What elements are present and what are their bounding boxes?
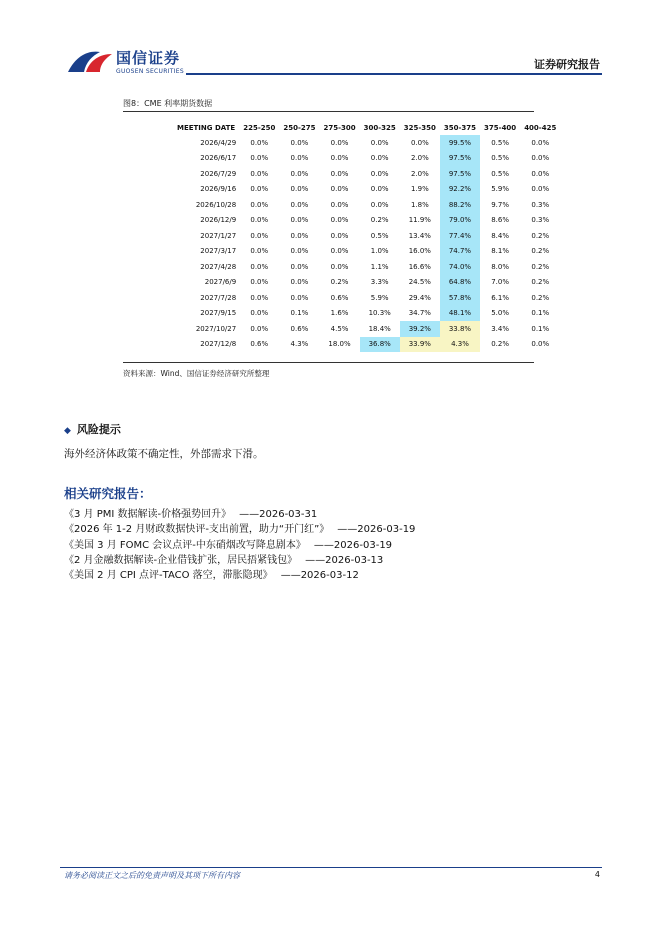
probability-cell: 1.0%	[370, 247, 389, 256]
probability-cell: 33.9%	[400, 337, 440, 353]
probability-cell: 5.0%	[491, 309, 510, 318]
probability-cell: 0.0%	[370, 138, 389, 147]
probability-cell: 0.0%	[531, 185, 550, 194]
meeting-date-cell: 2027/10/27	[195, 324, 237, 333]
risk-text: 海外经济体政策不确定性，外部需求下滑。	[64, 448, 264, 460]
probability-cell: 5.9%	[491, 185, 510, 194]
probability-cell: 0.0%	[330, 216, 349, 225]
guosen-logo-icon	[66, 46, 116, 76]
probability-cell: 8.0%	[491, 262, 510, 271]
probability-cell: 0.0%	[250, 138, 269, 147]
probability-cell: 0.3%	[531, 216, 550, 225]
probability-cell: 18.4%	[368, 324, 391, 333]
probability-cell: 0.0%	[250, 231, 269, 240]
report-title[interactable]: 《美国 2 月 CPI 点评-TACO 落空，滞胀隐现》	[64, 570, 273, 582]
probability-cell: 4.5%	[330, 324, 349, 333]
probability-cell: 0.1%	[290, 309, 309, 318]
report-item[interactable]	[64, 568, 415, 583]
figure-bottom-rule	[123, 362, 534, 363]
risk-heading	[64, 421, 121, 437]
probability-cell: 0.2%	[531, 293, 550, 302]
report-date: ——2026-03-12	[280, 570, 359, 582]
table-row	[172, 213, 560, 229]
report-title[interactable]: 《2026 年 1-2 月财政数据快评-支出前置，助力“开门红”》	[64, 524, 330, 536]
header-divider	[186, 73, 602, 75]
probability-cell: 0.0%	[330, 247, 349, 256]
probability-cell: 0.3%	[531, 200, 550, 209]
probability-cell: 74.7%	[440, 244, 480, 260]
figure-top-rule	[123, 111, 534, 112]
meeting-date-cell: 2026/9/16	[200, 185, 237, 194]
footer-disclaimer: 请务必阅读正文之后的免责声明及其项下所有内容	[64, 871, 240, 880]
table-body	[172, 135, 560, 352]
probability-cell: 0.1%	[531, 324, 550, 333]
probability-cell: 0.0%	[290, 200, 309, 209]
probability-cell: 79.0%	[440, 213, 480, 229]
figure-title: 图8：CME 利率期货数据	[123, 99, 213, 108]
document-type: 证券研究报告	[534, 58, 600, 71]
meeting-date-cell: 2027/1/27	[200, 231, 237, 240]
probability-cell: 0.0%	[531, 169, 550, 178]
probability-cell: 0.0%	[290, 185, 309, 194]
probability-cell: 0.5%	[491, 154, 510, 163]
probability-cell: 0.5%	[370, 231, 389, 240]
probability-cell: 0.5%	[491, 169, 510, 178]
report-title[interactable]: 《2 月金融数据解读-企业借钱扩张，居民捂紧钱包》	[64, 554, 298, 566]
probability-cell: 0.0%	[370, 200, 389, 209]
probability-cell: 0.0%	[531, 154, 550, 163]
probability-cell: 0.0%	[330, 231, 349, 240]
probability-cell: 0.0%	[370, 169, 389, 178]
probability-cell: 16.0%	[408, 247, 431, 256]
probability-cell: 0.0%	[370, 154, 389, 163]
probability-cell: 0.2%	[370, 216, 389, 225]
probability-cell: 99.5%	[440, 135, 480, 151]
probability-cell: 0.0%	[290, 293, 309, 302]
probability-cell: 0.0%	[290, 169, 309, 178]
probability-cell: 0.6%	[290, 324, 309, 333]
probability-cell: 2.0%	[410, 169, 429, 178]
meeting-date-cell: 2027/3/17	[200, 247, 237, 256]
table-row	[172, 244, 560, 260]
probability-cell: 57.8%	[440, 290, 480, 306]
probability-cell: 0.0%	[250, 262, 269, 271]
table-row	[172, 135, 560, 151]
report-date: ——2026-03-19	[313, 539, 393, 551]
probability-cell: 13.4%	[408, 231, 431, 240]
probability-cell: 7.0%	[491, 278, 510, 287]
probability-cell: 8.4%	[491, 231, 510, 240]
column-header-range: 300-325	[363, 124, 396, 132]
probability-cell: 92.2%	[440, 182, 480, 198]
probability-cell: 0.0%	[250, 309, 269, 318]
probability-cell: 77.4%	[440, 228, 480, 244]
probability-cell: 0.0%	[330, 154, 349, 163]
probability-cell: 0.0%	[290, 262, 309, 271]
probability-cell: 34.7%	[408, 309, 431, 318]
meeting-date-cell: 2027/7/28	[200, 293, 237, 302]
column-header-range: 250-275	[283, 124, 316, 132]
meeting-date-cell: 2027/9/15	[200, 309, 237, 318]
report-item[interactable]	[64, 522, 415, 537]
report-title[interactable]: 《3 月 PMI 数据解读-价格强势回升》	[64, 509, 232, 520]
probability-cell: 97.5%	[440, 166, 480, 182]
column-header-date: MEETING DATE	[177, 124, 236, 132]
probability-cell: 0.0%	[290, 247, 309, 256]
page-header	[0, 0, 662, 80]
table-row	[172, 321, 560, 337]
probability-cell: 39.2%	[400, 321, 440, 337]
meeting-date-cell: 2026/12/9	[200, 216, 237, 225]
column-header-range: 350-375	[443, 124, 477, 132]
probability-cell: 1.9%	[410, 185, 429, 194]
column-header-range: 375-400	[484, 124, 517, 132]
probability-cell: 0.0%	[290, 154, 309, 163]
probability-cell: 0.6%	[330, 293, 349, 302]
probability-cell: 0.1%	[531, 309, 550, 318]
probability-cell: 6.1%	[491, 293, 510, 302]
probability-cell: 36.8%	[360, 337, 400, 353]
meeting-date-cell: 2027/12/8	[200, 340, 237, 349]
probability-cell: 5.9%	[370, 293, 389, 302]
table-row	[172, 182, 560, 198]
probability-cell: 0.0%	[250, 293, 269, 302]
probability-cell: 33.8%	[440, 321, 480, 337]
probability-cell: 0.0%	[531, 138, 550, 147]
probability-cell: 0.0%	[531, 340, 550, 349]
probability-cell: 4.3%	[290, 340, 309, 349]
probability-cell: 0.2%	[531, 278, 550, 287]
probability-cell: 0.0%	[250, 247, 269, 256]
brand-name-en: GUOSEN SECURITIES	[116, 68, 185, 75]
table-header-row	[172, 121, 560, 135]
probability-cell: 0.0%	[410, 138, 429, 147]
probability-cell: 0.0%	[290, 278, 309, 287]
probability-cell: 2.0%	[410, 154, 429, 163]
probability-cell: 0.0%	[290, 231, 309, 240]
meeting-date-cell: 2026/10/28	[195, 200, 237, 209]
brand-name: 国信证券	[116, 49, 181, 67]
probability-cell: 11.9%	[408, 216, 431, 225]
probability-cell: 1.6%	[330, 309, 349, 318]
report-title[interactable]: 《美国 3 月 FOMC 会议点评-中东硝烟改写降息剧本》	[64, 539, 306, 551]
probability-cell: 0.0%	[330, 200, 349, 209]
probability-cell: 4.3%	[440, 337, 480, 353]
probability-cell: 0.0%	[290, 138, 309, 147]
column-header-range: 275-300	[323, 124, 356, 132]
probability-cell: 0.0%	[250, 324, 269, 333]
probability-cell: 0.2%	[531, 231, 550, 240]
probability-cell: 0.2%	[330, 278, 349, 287]
probability-cell: 0.5%	[491, 138, 510, 147]
table-row	[172, 290, 560, 306]
meeting-date-cell: 2026/4/29	[200, 138, 237, 147]
table-row	[172, 306, 560, 322]
probability-cell: 0.0%	[250, 154, 269, 163]
probability-cell: 3.4%	[491, 324, 510, 333]
probability-cell: 0.0%	[250, 169, 269, 178]
probability-cell: 18.0%	[328, 340, 351, 349]
page-number: 4	[594, 870, 600, 879]
probability-cell: 0.6%	[250, 340, 269, 349]
probability-cell: 0.2%	[531, 262, 550, 271]
related-reports-heading: 相关研究报告：	[64, 486, 152, 501]
table-row	[172, 259, 560, 275]
report-date: ——2026-03-19	[337, 524, 416, 536]
probability-cell: 0.0%	[250, 185, 269, 194]
probability-cell: 16.6%	[408, 262, 431, 271]
probability-cell: 88.2%	[440, 197, 480, 213]
table-row	[172, 166, 560, 182]
cme-probability-table	[172, 121, 560, 352]
probability-cell: 0.0%	[330, 185, 349, 194]
probability-cell: 8.6%	[491, 216, 510, 225]
meeting-date-cell: 2026/6/17	[200, 154, 237, 163]
meeting-date-cell: 2027/6/9	[204, 278, 237, 287]
probability-cell: 0.2%	[531, 247, 550, 256]
probability-cell: 0.0%	[330, 262, 349, 271]
column-header-range: 225-250	[243, 124, 276, 132]
probability-cell: 0.0%	[250, 216, 269, 225]
report-date: ——2026-03-13	[305, 554, 384, 566]
probability-cell: 97.5%	[440, 151, 480, 167]
report-item[interactable]	[64, 538, 415, 553]
meeting-date-cell: 2027/4/28	[200, 262, 237, 271]
table-row	[172, 197, 560, 213]
probability-cell: 48.1%	[440, 306, 480, 322]
report-item[interactable]	[64, 553, 415, 568]
figure-source: 资料来源：Wind、国信证券经济研究所整理	[123, 369, 270, 378]
probability-cell: 0.2%	[491, 340, 510, 349]
probability-cell: 9.7%	[491, 200, 510, 209]
probability-cell: 0.0%	[250, 200, 269, 209]
related-reports-list	[64, 507, 415, 583]
probability-cell: 29.4%	[408, 293, 431, 302]
risk-heading-label: 风险提示	[76, 423, 121, 436]
table-row	[172, 151, 560, 167]
probability-cell: 0.0%	[250, 278, 269, 287]
probability-cell: 1.8%	[410, 200, 429, 209]
table-row	[172, 337, 560, 353]
report-item[interactable]	[64, 507, 415, 522]
column-header-range: 400-425	[524, 124, 557, 132]
table-row	[172, 228, 560, 244]
probability-cell: 1.1%	[370, 262, 389, 271]
report-date: ——2026-03-31	[239, 509, 318, 520]
meeting-date-cell: 2026/7/29	[200, 169, 237, 178]
probability-cell: 0.0%	[330, 169, 349, 178]
probability-cell: 3.3%	[370, 278, 389, 287]
table-row	[172, 275, 560, 291]
diamond-bullet-icon: ◆	[64, 426, 71, 436]
probability-cell: 0.0%	[290, 216, 309, 225]
probability-cell: 10.3%	[368, 309, 391, 318]
footer-divider	[60, 867, 602, 868]
probability-cell: 24.5%	[408, 278, 431, 287]
column-header-range: 325-350	[403, 124, 436, 132]
probability-cell: 8.1%	[491, 247, 510, 256]
probability-cell: 0.0%	[370, 185, 389, 194]
probability-cell: 0.0%	[330, 138, 349, 147]
probability-cell: 74.0%	[440, 259, 480, 275]
probability-cell: 64.8%	[440, 275, 480, 291]
